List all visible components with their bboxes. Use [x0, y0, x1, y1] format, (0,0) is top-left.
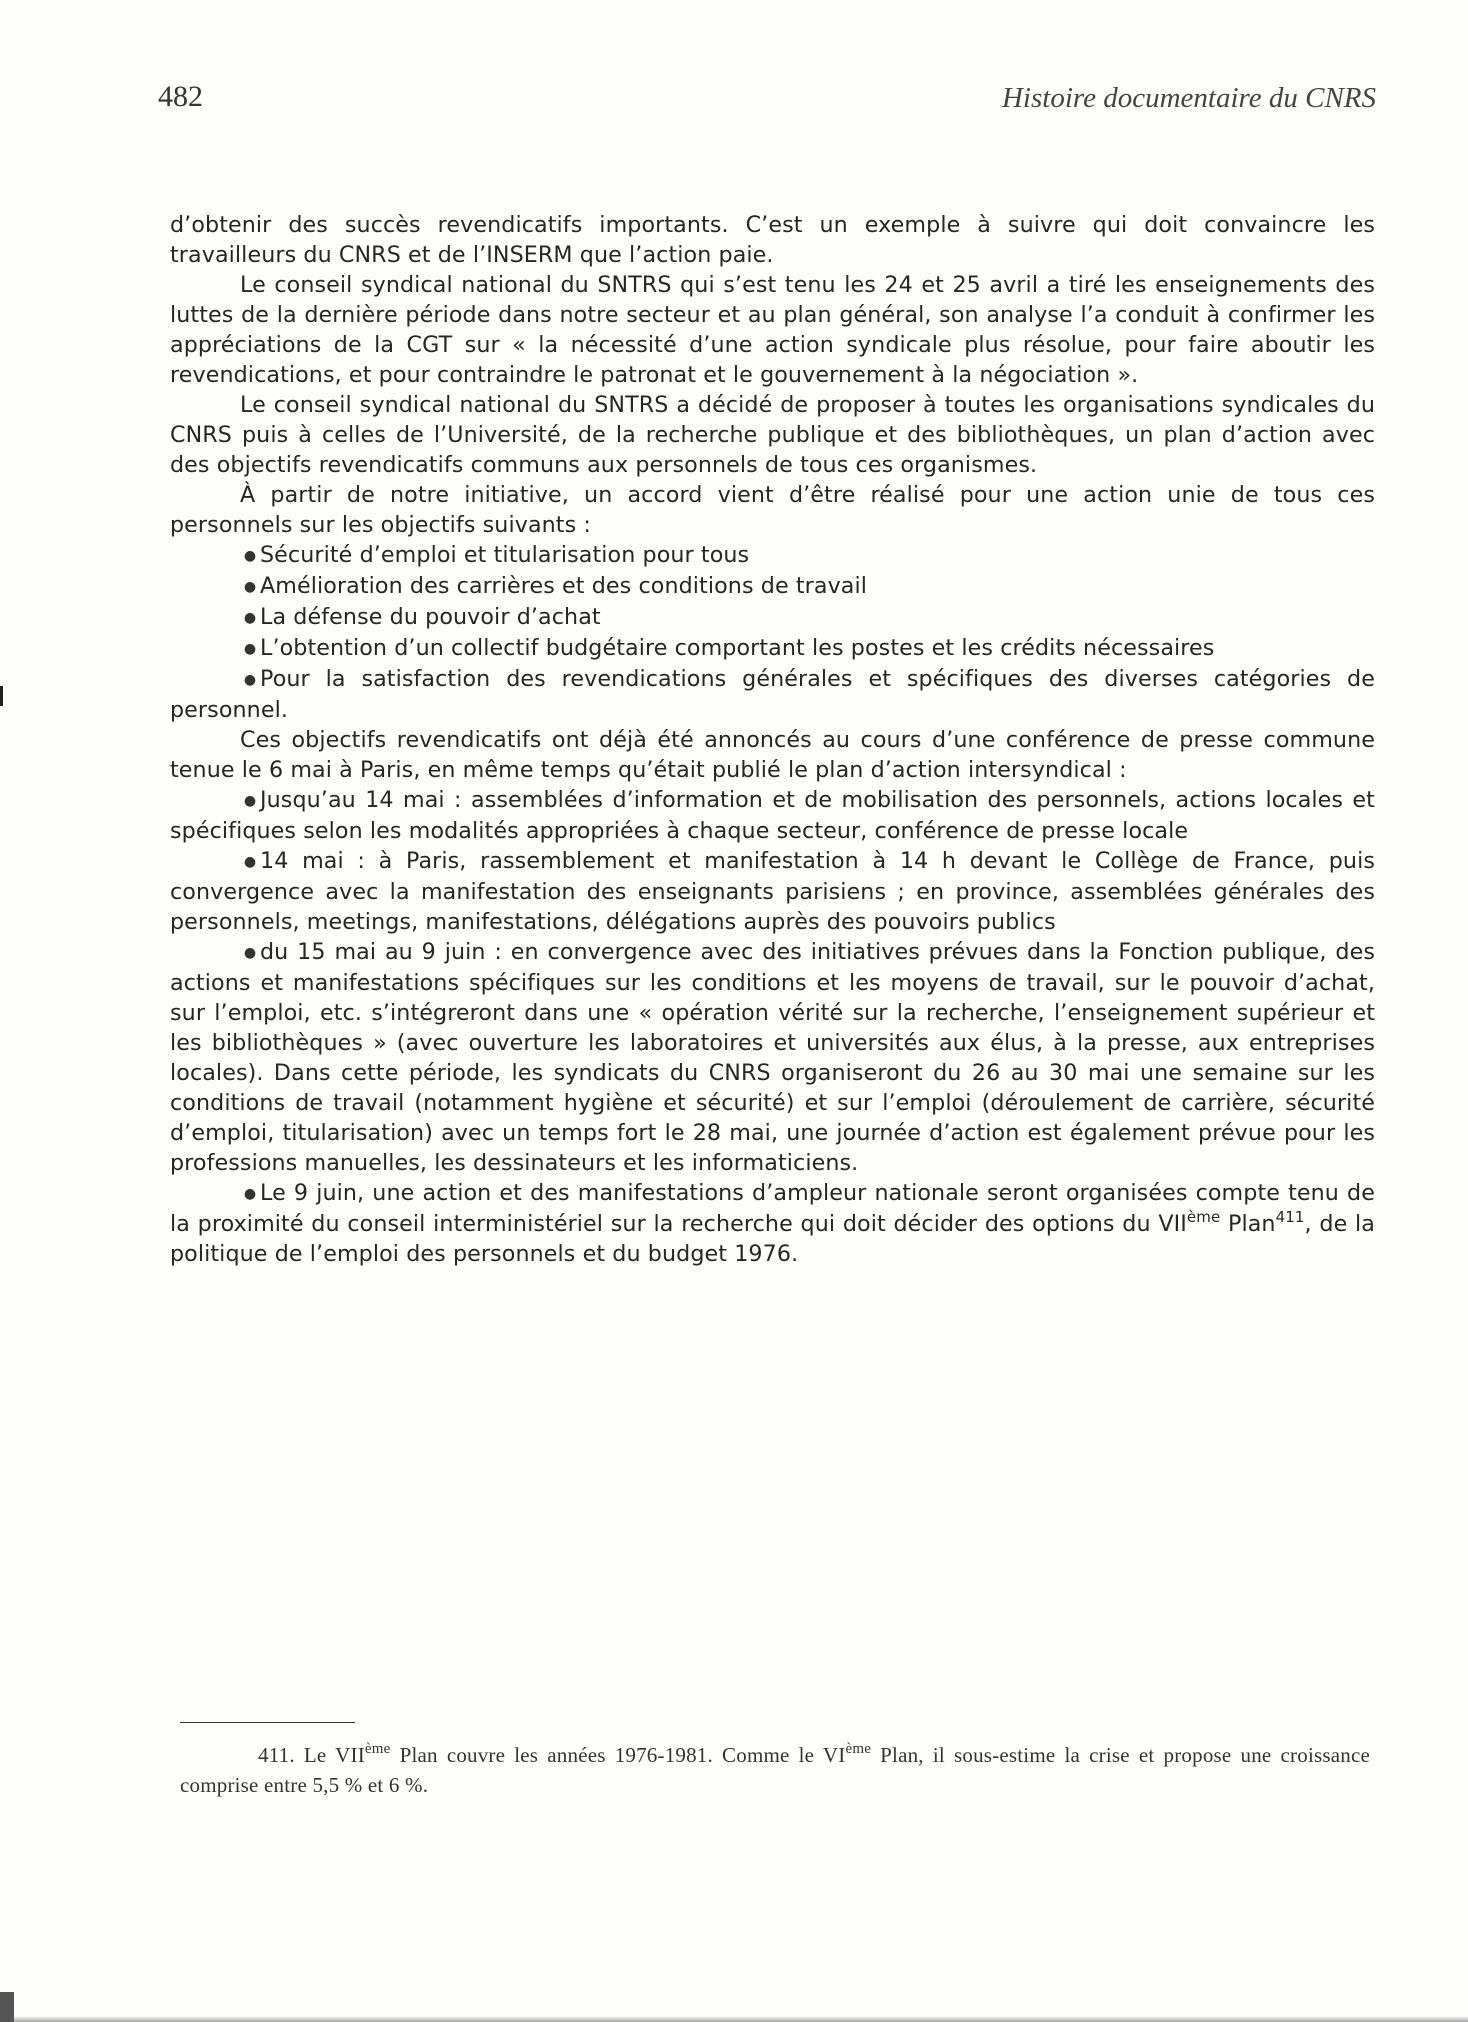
bullet-icon: ●	[243, 579, 257, 595]
footnote-text-part: 411. Le VII	[258, 1743, 365, 1767]
bullet-icon: ●	[243, 854, 257, 870]
objective-text: L’obtention d’un collectif budgétaire comportant les postes et les crédits nécessaires	[260, 635, 1215, 661]
running-title: Histoire documentaire du CNRS	[1001, 82, 1376, 114]
objective-item	[170, 664, 1375, 725]
superscript: ème	[845, 1741, 872, 1757]
objective-text: Amélioration des carrières et des conditions de travail	[260, 573, 868, 599]
footnote-text	[180, 1740, 1370, 1800]
plan-text: du 15 mai au 9 juin : en convergence avec des initiatives prévues dans la Fonction publique, des actions et manifestations spécifiques sur les conditions et les moyens de travail, sur le pouvoir d’achat, sur l’emploi, etc. s’intégreront dans une « opération vérité sur la recherche, l’enseignement supérieur et les bibliothèques » (avec ouverture les laboratoires et universités aux élus, à la presse, aux entreprises locales). Dans cette période, les syndicats du CNRS organiseront du 26 au 30 mai une semaine sur les conditions de travail (notamment hygiène et sécurité) et sur l’emploi (déroulement de carrière, sécurité d’emploi, titularisation) avec un temps fort le 28 mai, une journée d’action est également prévue pour les professions manuelles, les dessinateurs et les informaticiens.	[170, 939, 1375, 1176]
objective-item	[170, 633, 1375, 664]
paragraph-5: Ces objectifs revendicatifs ont déjà été annoncés au cours d’une conférence de presse commune tenue le 6 mai à Paris, en même temps qu’était publié le plan d’action intersyndical :	[170, 727, 1375, 783]
bullet-icon: ●	[243, 641, 257, 657]
bullet-icon: ●	[243, 672, 257, 688]
paragraph-4: À partir de notre initiative, un accord vient d’être réalisé pour une action unie de tous ces personnels sur les objectifs suivants :	[170, 482, 1375, 538]
plan-item	[170, 785, 1375, 846]
bullet-icon: ●	[243, 945, 257, 961]
paragraph-3: Le conseil syndical national du SNTRS a décidé de proposer à toutes les organisations syndicales du CNRS puis à celles de l’Université, de la recherche publique et des bibliothèques, un plan d’action avec des objectifs revendicatifs communs aux personnels de tous ces organismes.	[170, 392, 1375, 478]
plan-item	[170, 846, 1375, 937]
bullet-icon: ●	[243, 548, 257, 564]
paragraph-1: d’obtenir des succès revendicatifs importants. C’est un exemple à suivre qui doit convaincre les travailleurs du CNRS et de l’INSERM que l’action paie.	[170, 212, 1375, 268]
objective-item	[170, 571, 1375, 602]
bullet-icon: ●	[243, 610, 257, 626]
body-text	[170, 210, 1375, 1269]
objective-text: Sécurité d’emploi et titularisation pour tous	[260, 542, 750, 568]
footnote-text-part: Plan couvre les années 1976-1981. Comme le VI	[390, 1743, 846, 1767]
footnote	[180, 1740, 1370, 1800]
superscript: ème	[1186, 1208, 1221, 1226]
scan-edge-mark	[0, 686, 3, 706]
plan-text: Le 9 juin, une action et des manifestations d’ampleur nationale seront organisées compte tenu de la proximité du conseil interministériel sur la recherche qui doit décider des options du VII	[170, 1180, 1375, 1237]
objective-text: Pour la satisfaction des revendications générales et spécifiques des diverses catégories de personnel.	[170, 666, 1375, 723]
plan-text: 14 mai : à Paris, rassemblement et manifestation à 14 h devant le Collège de France, puis convergence avec la manifestation des enseignants parisiens ; en province, assemblées générales des personnels, meetings, manifestations, délégations auprès des pouvoirs publics	[170, 848, 1375, 935]
paragraph-2: Le conseil syndical national du SNTRS qui s’est tenu les 24 et 25 avril a tiré les enseignements des luttes de la dernière période dans notre secteur et au plan général, son analyse l’a conduit à confirmer les appréciations de la CGT sur « la nécessité d’une action syndicale plus résolue, pour faire aboutir les revendications, et pour contraindre le patronat et le gouvernement à la négociation ».	[170, 272, 1375, 388]
plan-item	[170, 937, 1375, 1178]
scan-bottom-shadow	[0, 2016, 1468, 2022]
objective-item	[170, 602, 1375, 633]
plan-text: Plan	[1220, 1211, 1276, 1237]
bullet-icon: ●	[243, 793, 257, 809]
bullet-icon: ●	[243, 1186, 257, 1202]
superscript: ème	[364, 1741, 391, 1757]
scan-corner-mark	[0, 1992, 14, 2022]
footnote-separator	[180, 1722, 355, 1723]
plan-item	[170, 1178, 1375, 1269]
page-number: 482	[158, 80, 203, 113]
plan-text: , de la politique de l’emploi des personnels et du budget 1976.	[170, 1211, 1375, 1267]
footnote-text-part: Plan, il sous-estime la crise et propose une croissance comprise entre 5,5 % et 6 %.	[180, 1743, 1370, 1797]
objective-text: La défense du pouvoir d’achat	[260, 604, 601, 630]
footnote-reference: 411	[1275, 1208, 1305, 1226]
plan-text: Jusqu’au 14 mai : assemblées d’information et de mobilisation des personnels, actions locales et spécifiques selon les modalités appropriées à chaque secteur, conférence de presse locale	[170, 787, 1375, 844]
objective-item	[170, 540, 1375, 571]
